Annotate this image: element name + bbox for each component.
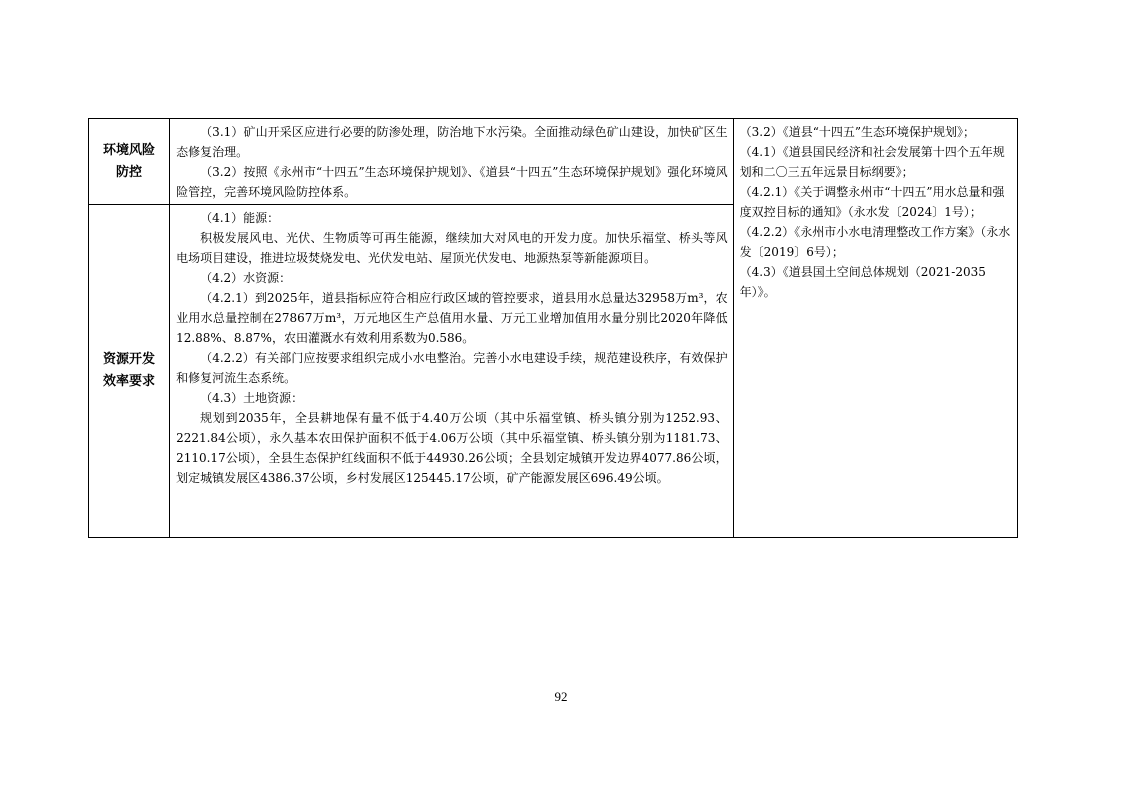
requirement-paragraph: （4.3）土地资源： [200, 391, 304, 405]
page-number: 92 [554, 689, 568, 704]
reference-item: （4.2.2）《永州市小水电清理整改工作方案》（永水发〔2019〕6号）； [739, 225, 1011, 259]
category-label: 防控 [116, 164, 143, 180]
requirement-paragraph: 积极发展风电、光伏、生物质等可再生能源，继续加大对风电的开发力度。加快乐福堂、桥头等风电场项目建设，推进垃圾焚烧发电、光伏发电站、屋顶光伏发电、地源热泵等新能源项目。 [176, 231, 728, 265]
document-table [88, 118, 1018, 538]
requirement-paragraph: （3.1）矿山开采区应进行必要的防渗处理，防治地下水污染。全面推动绿色矿山建设，加快矿区生态修复治理。 [176, 125, 728, 159]
category-label: 环境风险 [103, 142, 156, 158]
requirement-cell-resource-efficiency [170, 205, 734, 538]
reference-item: （4.3）《道县国土空间总体规划（2021-2035年）》。 [739, 265, 986, 299]
reference-item: （3.2）《道县“十四五”生态环境保护规划》； [739, 125, 976, 139]
reference-cell [733, 119, 1017, 538]
category-cell-risk-control [89, 119, 170, 205]
category-cell-resource-efficiency [89, 205, 170, 538]
requirement-paragraph: （4.2）水资源： [200, 271, 292, 285]
requirement-paragraph: （3.2）按照《永州市“十四五”生态环境保护规划》、《道县“十四五”生态环境保护规划》强化环境风险管控，完善环境风险防控体系。 [176, 165, 728, 199]
table-row [89, 119, 1018, 205]
category-label: 效率要求 [103, 374, 156, 389]
reference-item: （4.2.1）《关于调整永州市“十四五”用水总量和强度双控目标的通知》（永水发〔2024〕1号）； [739, 185, 1005, 219]
requirement-paragraph: （4.2.2）有关部门应按要求组织完成小水电整治。完善小水电建设手续，规范建设秩序，有效保护和修复河流生态系统。 [176, 351, 728, 385]
requirement-cell-risk-control [170, 119, 734, 205]
category-label: 资源开发 [103, 352, 156, 367]
requirement-paragraph: （4.1）能源： [200, 211, 280, 225]
requirement-paragraph: 规划到2035年，全县耕地保有量不低于4.40万公顷（其中乐福堂镇、桥头镇分别为1252.93、2221.84公顷），永久基本农田保护面积不低于4.06万公顷（其中乐福堂镇、桥头镇分别为1181.73、2110.17公顷），全县生态保护红线面积不低于44930.26公顷；全县划定城镇开发边界4077.86公顷，划定城镇发展区4386.37公顷，乡村发展区125445.17公顷，矿产能源发展区696.49公顷。 [176, 411, 728, 485]
requirement-paragraph: （4.2.1）到2025年，道县指标应符合相应行政区域的管控要求，道县用水总量达32958万m³，农业用水总量控制在27867万m³，万元地区生产总值用水量、万元工业增加值用水量分别比2020年降低12.88%、8.87%，农田灌溉水有效利用系数为0.586。 [176, 291, 728, 345]
reference-item: （4.1）《道县国民经济和社会发展第十四个五年规划和二〇三五年远景目标纲要》； [739, 145, 1005, 179]
